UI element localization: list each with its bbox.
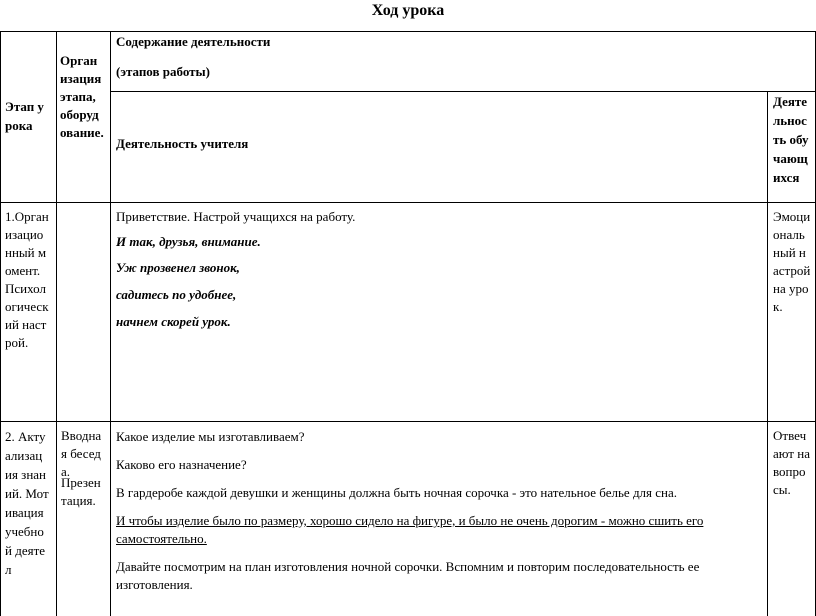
header-content-line1: Содержание деятельности [116,34,271,49]
table-border [767,91,768,616]
table-border [0,31,816,32]
table-border [110,91,816,92]
table-border [0,202,816,203]
row2-organization-1: Вводная беседа. [61,428,102,479]
header-content-line2: (этапов работы) [116,64,211,79]
row2-teacher [116,428,764,594]
row2-students: Отвечают на вопросы. [773,428,810,497]
row2-teacher-line: Давайте посмотрим на план изготовления ночной сорочки. Вспомним и повторим последовательность ее изготовления. [116,559,700,592]
table-border [0,31,1,616]
row2-teacher-line: В гардеробе каждой девушки и женщины должна быть ночная сорочка - это нательное белье для сна. [116,485,678,500]
row1-teacher-line: И так, друзья, внимание. [116,234,261,249]
header-students: Деятельность обучающихся [773,94,809,185]
row2-teacher-line: И чтобы изделие было по размеру, хорошо сидело на фигуре, и было не очень дорогим - можно сшить его самостоятельно. [116,513,704,546]
header-stage: Этап урока [5,99,44,133]
row1-students: Эмоциональный настрой на урок. [773,209,811,314]
header-organization: Организация этапа, оборудование. [60,53,104,140]
row2-stage: 2. Актуализация знаний. Мотивация учебной деятел [5,429,49,577]
page-title: Ход урока [371,2,445,19]
row1-teacher [116,209,761,330]
table-border [56,31,57,616]
table-border [110,31,111,616]
table-border [0,421,816,422]
row2-teacher-line: Какое изделие мы изготавливаем? [116,429,305,444]
row1-teacher-line: садитесь по удобнее, [116,287,237,302]
row1-teacher-line: Приветствие. Настрой учащихся на работу. [116,209,356,224]
row1-teacher-line: начнем скорей урок. [116,314,231,329]
row2-organization-2: Презентация. [61,475,101,508]
row1-stage: 1.Организационный момент. Психологический настрой. [5,209,49,350]
row2-teacher-line: Каково его назначение? [116,457,247,472]
header-teacher: Деятельность учителя [116,136,249,151]
row1-teacher-line: Уж прозвенел звонок, [116,260,240,275]
